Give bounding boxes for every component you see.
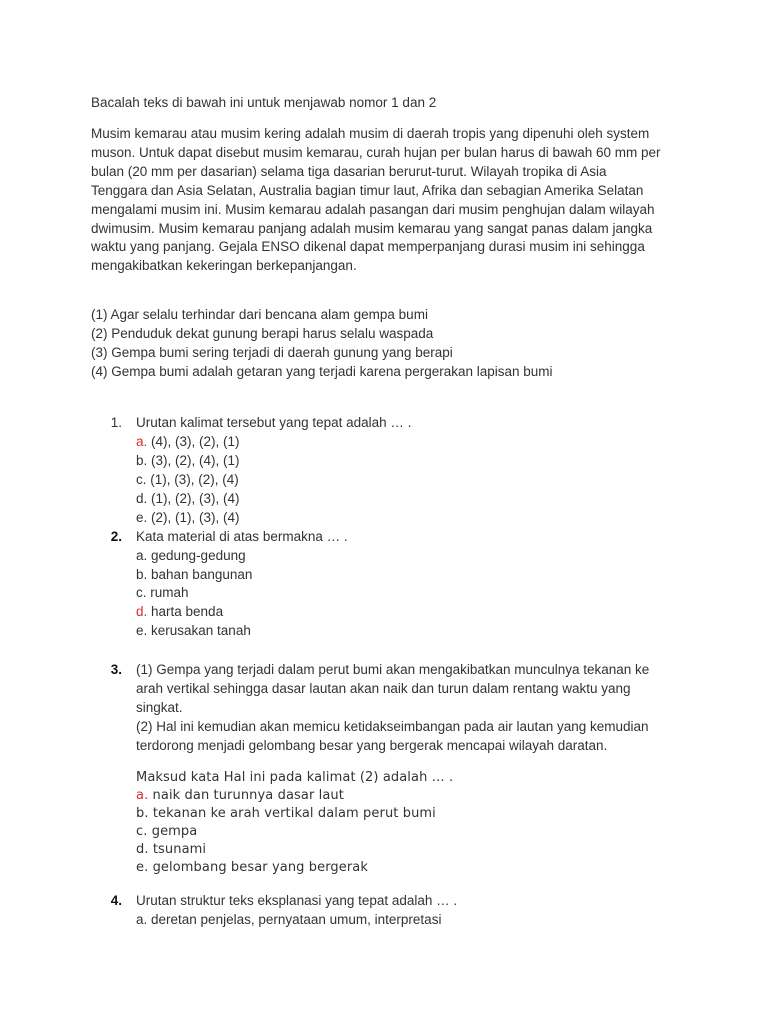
answer-option [136, 804, 436, 823]
option-letter: d. [136, 491, 148, 506]
option-letter: b. [136, 806, 149, 821]
passage-line: muson. Untuk dapat disebut musim kemarau, curah hujan per bulan harus di bawah 60 mm per [91, 145, 661, 160]
option-letter: c. [136, 824, 148, 839]
option-text: naik dan turunnya dasar laut [148, 788, 344, 803]
statement-item: (3) Gempa bumi sering terjadi di daerah gunung yang berapi [91, 345, 453, 360]
question-prompt: Maksud kata Hal ini pada kalimat (2) adalah … . [136, 770, 454, 785]
passage-line: mengakibatkan kekeringan berkepanjangan. [91, 258, 357, 273]
passage-line: mengalami musim ini. Musim kemarau adalah pasangan dari musim penghujan dalam wilayah [91, 202, 655, 217]
option-letter: e. [136, 510, 148, 525]
answer-option [136, 583, 189, 602]
option-letter: b. [136, 453, 148, 468]
answer-option [136, 910, 441, 929]
option-text: gempa [147, 824, 198, 839]
question-text: Kata material di atas bermakna … . [136, 529, 348, 544]
answer-option [136, 451, 240, 470]
option-text: rumah [146, 585, 189, 600]
option-letter-marked: a. [136, 434, 148, 449]
option-text: gedung-gedung [147, 548, 246, 563]
option-text: (1), (3), (2), (4) [146, 472, 239, 487]
answer-option [136, 822, 197, 841]
option-text: bahan bangunan [147, 567, 253, 582]
option-text: tsunami [148, 842, 207, 857]
option-text: (2), (1), (3), (4) [147, 510, 240, 525]
answer-option [136, 508, 240, 527]
option-text: harta benda [147, 604, 224, 619]
option-text: (1), (2), (3), (4) [147, 491, 240, 506]
question-number: 1. [110, 415, 122, 430]
question-text-line: arah vertikal sehingga dasar lautan akan naik dan turun dalam rentang waktu yang [136, 681, 631, 696]
answer-option [136, 840, 206, 859]
passage-line: bulan (20 mm per dasarian) selama tiga dasarian berurut-turut. Wilayah tropika di Asia [91, 164, 607, 179]
option-text: gelombang besar yang bergerak [148, 860, 369, 875]
question-number: 4. [110, 893, 122, 908]
instruction-text: Bacalah teks di bawah ini untuk menjawab nomor 1 dan 2 [91, 95, 437, 110]
passage-line: Musim kemarau atau musim kering adalah musim di daerah tropis yang dipenuhi oleh system [91, 126, 650, 141]
question-text-line: singkat. [136, 700, 183, 715]
passage-line: Tenggara dan Asia Selatan, Australia bagian timur laut, Afrika dan sebagian Amerika Selatan [91, 183, 644, 198]
statement-item: (2) Penduduk dekat gunung berapi harus selalu waspada [91, 326, 434, 341]
answer-option [136, 858, 368, 877]
question-text-line: (1) Gempa yang terjadi dalam perut bumi akan mengakibatkan munculnya tekanan ke [136, 662, 650, 677]
question-text: Urutan struktur teks eksplanasi yang tepat adalah … . [136, 893, 458, 908]
option-letter: e. [136, 860, 149, 875]
answer-option [136, 470, 239, 489]
passage-line: waktu yang panjang. Gejala ENSO dikenal dapat memperpanjang durasi musim ini sehingga [91, 239, 645, 254]
answer-option [136, 432, 240, 451]
option-letter: a. [136, 912, 148, 927]
answer-option [136, 621, 251, 640]
option-text: (3), (2), (4), (1) [147, 453, 240, 468]
question-text-line: (2) Hal ini kemudian akan memicu ketidakseimbangan pada air lautan yang kemudian [136, 719, 649, 734]
answer-option [136, 565, 252, 584]
option-letter: e. [136, 623, 148, 638]
answer-option [136, 602, 223, 621]
option-letter: c. [136, 472, 147, 487]
question-number: 3. [110, 662, 122, 677]
option-letter-marked: a. [136, 788, 149, 803]
answer-option [136, 786, 344, 805]
answer-option [136, 546, 246, 565]
option-text: (4), (3), (2), (1) [147, 434, 240, 449]
option-letter: b. [136, 567, 148, 582]
option-text: kerusakan tanah [147, 623, 251, 638]
question-text-line: terdorong menjadi gelombang besar yang bergerak mencapai wilayah daratan. [136, 738, 608, 753]
option-text: deretan penjelas, pernyataan umum, interpretasi [147, 912, 442, 927]
option-text: tekanan ke arah vertikal dalam perut bumi [148, 806, 436, 821]
statement-item: (1) Agar selalu terhindar dari bencana alam gempa bumi [91, 307, 428, 322]
statement-item: (4) Gempa bumi adalah getaran yang terjadi karena pergerakan lapisan bumi [91, 364, 553, 379]
answer-option [136, 489, 240, 508]
question-number: 2. [110, 529, 122, 544]
question-text: Urutan kalimat tersebut yang tepat adalah … . [136, 415, 412, 430]
option-letter: a. [136, 548, 148, 563]
option-letter-marked: d. [136, 604, 148, 619]
option-letter: d. [136, 842, 149, 857]
passage-line: dwimusim. Musim kemarau panjang adalah musim kemarau yang sangat panas dalam jangka [91, 221, 653, 236]
option-letter: c. [136, 585, 147, 600]
